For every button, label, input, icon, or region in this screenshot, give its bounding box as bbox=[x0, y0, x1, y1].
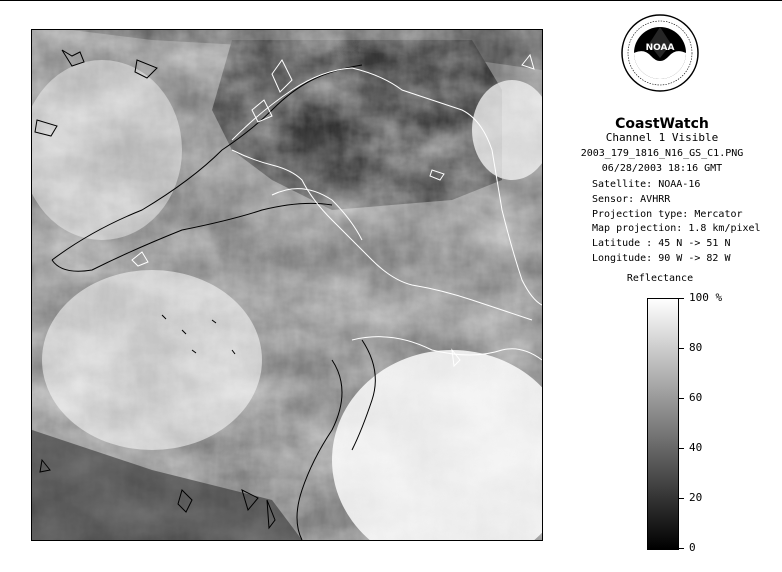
legend-tick-label: 80 bbox=[689, 341, 703, 354]
meta-latitude: Latitude : 45 N -> 51 N bbox=[592, 238, 731, 249]
legend-tick-label: 20 bbox=[689, 491, 703, 504]
datetime-label: 06/28/2003 18:16 GMT bbox=[601, 163, 723, 174]
legend-tick bbox=[679, 398, 684, 399]
reflectance-colorbar bbox=[647, 298, 679, 550]
page-title: CoastWatch bbox=[615, 116, 709, 132]
meta-longitude: Longitude: 90 W -> 82 W bbox=[592, 253, 731, 264]
legend-tick-label: 40 bbox=[689, 441, 703, 454]
legend-tick-label: 60 bbox=[689, 391, 703, 404]
legend-tick bbox=[679, 548, 684, 549]
legend-tick-label: 100 % bbox=[689, 291, 723, 304]
legend-tick bbox=[679, 348, 684, 349]
top-rule bbox=[0, 0, 782, 1]
meta-projection-type: Projection type: Mercator bbox=[592, 209, 743, 220]
meta-map-projection: Map projection: 1.8 km/pixel bbox=[592, 223, 761, 234]
legend-tick bbox=[679, 298, 684, 299]
legend-title: Reflectance bbox=[626, 273, 694, 284]
logo-text: NOAA bbox=[645, 43, 675, 53]
legend-tick bbox=[679, 498, 684, 499]
legend-tick-label: 0 bbox=[689, 541, 696, 554]
noaa-logo bbox=[621, 14, 699, 92]
channel-label: Channel 1 Visible bbox=[605, 131, 719, 144]
meta-sensor: Sensor: AVHRR bbox=[592, 194, 671, 205]
meta-satellite: Satellite: NOAA-16 bbox=[592, 179, 701, 190]
legend-tick bbox=[679, 448, 684, 449]
filename-label: 2003_179_1816_N16_GS_C1.PNG bbox=[580, 148, 744, 159]
satellite-image[interactable] bbox=[31, 29, 543, 541]
